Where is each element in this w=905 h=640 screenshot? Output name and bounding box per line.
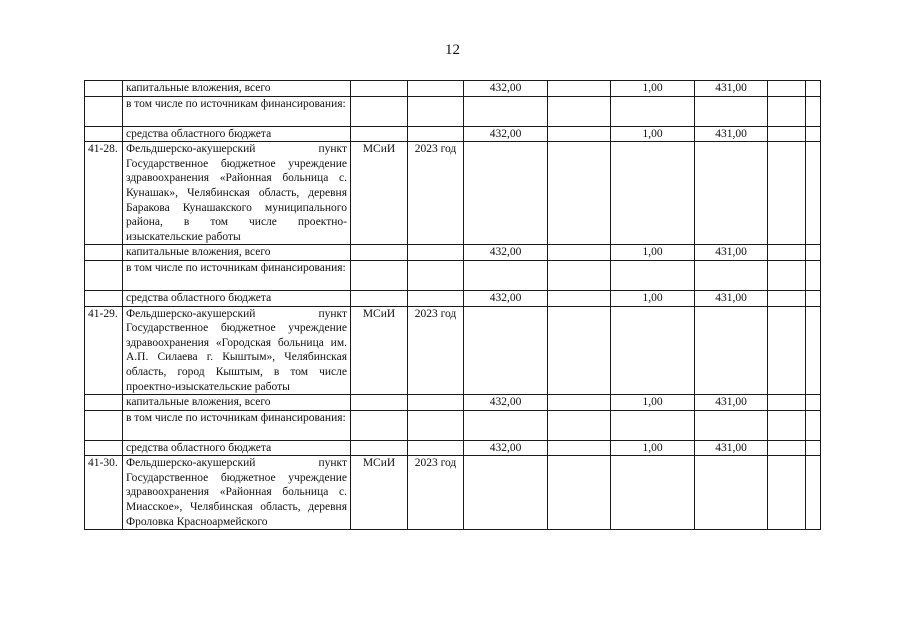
table-row-subtotal (85, 260, 821, 290)
row-number-cell (85, 245, 123, 261)
organization-cell: МСиИ (351, 142, 408, 245)
organization-cell: МСиИ (351, 306, 408, 395)
amount-cell-4: 431,00 (695, 440, 768, 456)
organization-cell: МСиИ (351, 456, 408, 530)
amount-cell-4: 431,00 (695, 395, 768, 411)
organization-cell (351, 245, 408, 261)
row-number-cell (85, 290, 123, 306)
amount-cell-3: 1,00 (611, 81, 695, 97)
amount-cell-6 (806, 306, 821, 395)
organization-cell (351, 395, 408, 411)
year-cell (408, 290, 464, 306)
table-row-subtotal (85, 410, 821, 440)
total-amount-cell (464, 410, 548, 440)
table-row-object (85, 142, 821, 245)
total-amount-cell: 432,00 (464, 81, 548, 97)
description-cell: Фельдшерско-акушерский пункт Государственное бюджетное учреждение здравоохранения «Районная больница с. Кунашак», Челябинская область, деревня Баракова Кунашакского муниципального района, в том числе проектно-изыскательские работы (123, 142, 351, 245)
amount-cell-3 (611, 96, 695, 126)
row-number-cell: 41-29. (85, 306, 123, 395)
amount-cell-3: 1,00 (611, 245, 695, 261)
amount-cell-2 (548, 395, 611, 411)
organization-cell (351, 96, 408, 126)
table-row-subtotal (85, 395, 821, 411)
description-cell: капитальные вложения, всего (123, 245, 351, 261)
amount-cell-4 (695, 96, 768, 126)
description-cell: капитальные вложения, всего (123, 81, 351, 97)
amount-cell-5 (768, 306, 806, 395)
organization-cell (351, 290, 408, 306)
row-number-cell (85, 440, 123, 456)
amount-cell-6 (806, 96, 821, 126)
page-number: 12 (445, 42, 460, 58)
amount-cell-4 (695, 260, 768, 290)
amount-cell-6 (806, 245, 821, 261)
total-amount-cell (464, 260, 548, 290)
row-number-cell: 41-30. (85, 456, 123, 530)
total-amount-cell (464, 456, 548, 530)
amount-cell-6 (806, 142, 821, 245)
table-row-subtotal (85, 290, 821, 306)
amount-cell-5 (768, 456, 806, 530)
year-cell (408, 395, 464, 411)
description-cell: Фельдшерско-акушерский пункт Государственное бюджетное учреждение здравоохранения «Районная больница с. Миасское», Челябинская область, деревня Фроловка Красноармейского (123, 456, 351, 530)
budget-table (84, 80, 821, 530)
amount-cell-4: 431,00 (695, 290, 768, 306)
amount-cell-3: 1,00 (611, 440, 695, 456)
table-row-object (85, 456, 821, 530)
organization-cell (351, 410, 408, 440)
year-cell (408, 260, 464, 290)
description-cell: средства областного бюджета (123, 290, 351, 306)
amount-cell-3 (611, 142, 695, 245)
amount-cell-4: 431,00 (695, 81, 768, 97)
year-cell: 2023 год (408, 306, 464, 395)
total-amount-cell: 432,00 (464, 290, 548, 306)
amount-cell-6 (806, 395, 821, 411)
row-number-cell: 41-28. (85, 142, 123, 245)
description-cell: в том числе по источникам финансирования: (123, 96, 351, 126)
table-row-subtotal (85, 126, 821, 142)
year-cell (408, 96, 464, 126)
amount-cell-2 (548, 96, 611, 126)
table-row-subtotal (85, 96, 821, 126)
row-number-cell (85, 81, 123, 97)
amount-cell-4 (695, 410, 768, 440)
description-cell: в том числе по источникам финансирования: (123, 260, 351, 290)
row-number-cell (85, 410, 123, 440)
amount-cell-3: 1,00 (611, 290, 695, 306)
amount-cell-3 (611, 410, 695, 440)
description-cell: средства областного бюджета (123, 126, 351, 142)
amount-cell-4: 431,00 (695, 245, 768, 261)
amount-cell-4 (695, 142, 768, 245)
amount-cell-6 (806, 260, 821, 290)
amount-cell-5 (768, 126, 806, 142)
row-number-cell (85, 395, 123, 411)
amount-cell-2 (548, 260, 611, 290)
amount-cell-2 (548, 456, 611, 530)
amount-cell-6 (806, 456, 821, 530)
table-row-subtotal (85, 81, 821, 97)
amount-cell-6 (806, 81, 821, 97)
amount-cell-6 (806, 440, 821, 456)
amount-cell-3: 1,00 (611, 395, 695, 411)
amount-cell-2 (548, 245, 611, 261)
amount-cell-6 (806, 410, 821, 440)
amount-cell-2 (548, 290, 611, 306)
amount-cell-2 (548, 440, 611, 456)
amount-cell-5 (768, 440, 806, 456)
year-cell (408, 126, 464, 142)
year-cell: 2023 год (408, 142, 464, 245)
amount-cell-5 (768, 245, 806, 261)
amount-cell-5 (768, 410, 806, 440)
table-row-subtotal (85, 245, 821, 261)
year-cell: 2023 год (408, 456, 464, 530)
amount-cell-5 (768, 395, 806, 411)
amount-cell-4 (695, 306, 768, 395)
amount-cell-3: 1,00 (611, 126, 695, 142)
table-row-object (85, 306, 821, 395)
amount-cell-4: 431,00 (695, 126, 768, 142)
amount-cell-2 (548, 81, 611, 97)
amount-cell-6 (806, 126, 821, 142)
organization-cell (351, 260, 408, 290)
amount-cell-3 (611, 260, 695, 290)
amount-cell-2 (548, 126, 611, 142)
year-cell (408, 410, 464, 440)
amount-cell-4 (695, 456, 768, 530)
total-amount-cell: 432,00 (464, 395, 548, 411)
amount-cell-5 (768, 142, 806, 245)
amount-cell-2 (548, 410, 611, 440)
amount-cell-5 (768, 81, 806, 97)
description-cell: средства областного бюджета (123, 440, 351, 456)
description-cell: в том числе по источникам финансирования: (123, 410, 351, 440)
organization-cell (351, 126, 408, 142)
description-cell: Фельдшерско-акушерский пункт Государственное бюджетное учреждение здравоохранения «Городская больница им. А.П. Силаева г. Кыштым», Челябинская область, город Кыштым, в том числе проектно-изыскательские работы (123, 306, 351, 395)
table-row-subtotal (85, 440, 821, 456)
year-cell (408, 440, 464, 456)
total-amount-cell (464, 306, 548, 395)
amount-cell-3 (611, 456, 695, 530)
total-amount-cell: 432,00 (464, 126, 548, 142)
organization-cell (351, 81, 408, 97)
organization-cell (351, 440, 408, 456)
amount-cell-2 (548, 142, 611, 245)
description-cell: капитальные вложения, всего (123, 395, 351, 411)
row-number-cell (85, 126, 123, 142)
amount-cell-6 (806, 290, 821, 306)
amount-cell-5 (768, 260, 806, 290)
amount-cell-2 (548, 306, 611, 395)
amount-cell-5 (768, 290, 806, 306)
table-body (85, 81, 821, 530)
total-amount-cell (464, 142, 548, 245)
year-cell (408, 81, 464, 97)
row-number-cell (85, 260, 123, 290)
row-number-cell (85, 96, 123, 126)
total-amount-cell: 432,00 (464, 245, 548, 261)
amount-cell-3 (611, 306, 695, 395)
total-amount-cell: 432,00 (464, 440, 548, 456)
total-amount-cell (464, 96, 548, 126)
year-cell (408, 245, 464, 261)
amount-cell-5 (768, 96, 806, 126)
